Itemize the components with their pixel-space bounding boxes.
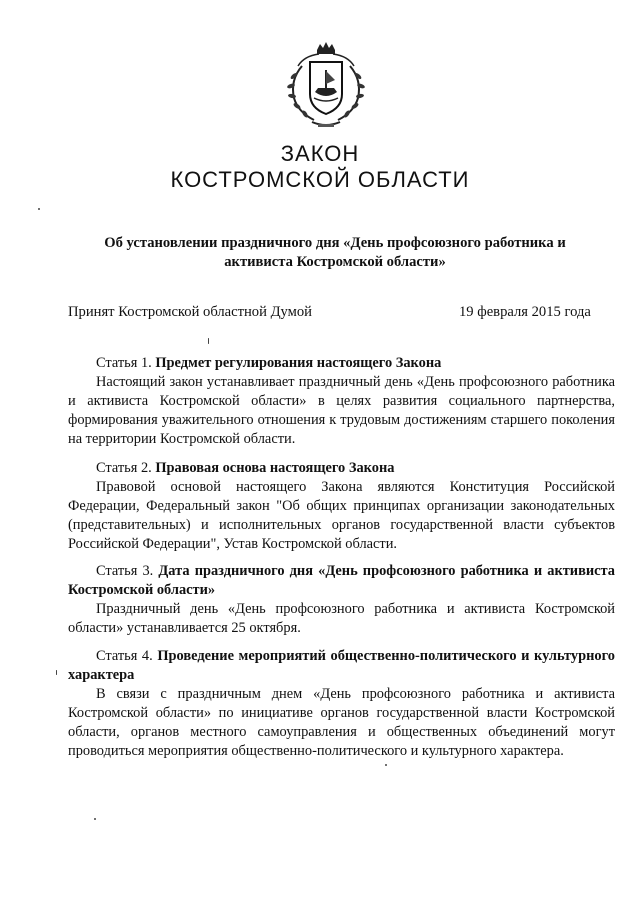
scan-speck [94, 818, 96, 820]
article-3-body: Праздничный день «День профсоюзного работника и активиста Костромской области» устанавливается 25 октября. [68, 601, 615, 636]
article-number: Статья 4. [96, 648, 153, 664]
article-4-body: В связи с праздничным днем «День профсоюзного работника и активиста Костромской области» по инициативе органов государственной власти Костромской области, органов местного самоуправления и общественных объединений могут проводиться мероприятия общественно-политического и культурного характера. [68, 686, 615, 759]
article-2 [68, 459, 615, 554]
article-title: Проведение мероприятий общественно-политического и культурного характера [68, 648, 615, 683]
article-1 [68, 354, 615, 449]
article-2-body: Правовой основой настоящего Закона являются Конституция Российской Федерации, Федеральный закон "Об общих принципах организации законодательных (представительных) и исполнительных органов государственной власти субъектов Российской Федерации", Устав Костромской области. [68, 479, 615, 552]
law-subject-heading: Об установлении праздничного дня «День профсоюзного работника и активиста Костромской области» [104, 235, 566, 270]
scan-speck [56, 670, 57, 675]
article-1-body: Настоящий закон устанавливает праздничный день «День профсоюзного работника и активиста Костромской области» в целях развития социального партнерства, формирования уважительного отношения к трудовым достижениям старшего поколения на территории Костромской области. [68, 374, 615, 447]
scan-speck [385, 764, 387, 766]
article-number: Статья 2. [96, 460, 152, 476]
adopted-by: Принят Костромской областной Думой [68, 304, 312, 320]
article-3-heading [68, 562, 615, 600]
coat-of-arms-icon [284, 40, 368, 132]
article-2-heading [68, 459, 615, 478]
article-title: Правовая основа настоящего Закона [155, 460, 395, 476]
article-4 [68, 647, 615, 761]
scan-speck [208, 338, 209, 344]
article-1-heading [68, 354, 615, 373]
article-number: Статья 1. [96, 355, 152, 371]
article-title: Предмет регулирования настоящего Закона [155, 355, 442, 371]
article-4-heading [68, 647, 615, 685]
article-title: Дата праздничного дня «День профсоюзного работника и активиста Костромской области» [68, 563, 615, 598]
article-number: Статья 3. [96, 563, 154, 579]
law-region-title: КОСТРОМСКОЙ ОБЛАСТИ [170, 167, 470, 192]
scan-speck [38, 208, 40, 210]
article-3 [68, 562, 615, 638]
law-title: ЗАКОН [280, 141, 360, 166]
adoption-date: 19 февраля 2015 года [459, 304, 591, 320]
